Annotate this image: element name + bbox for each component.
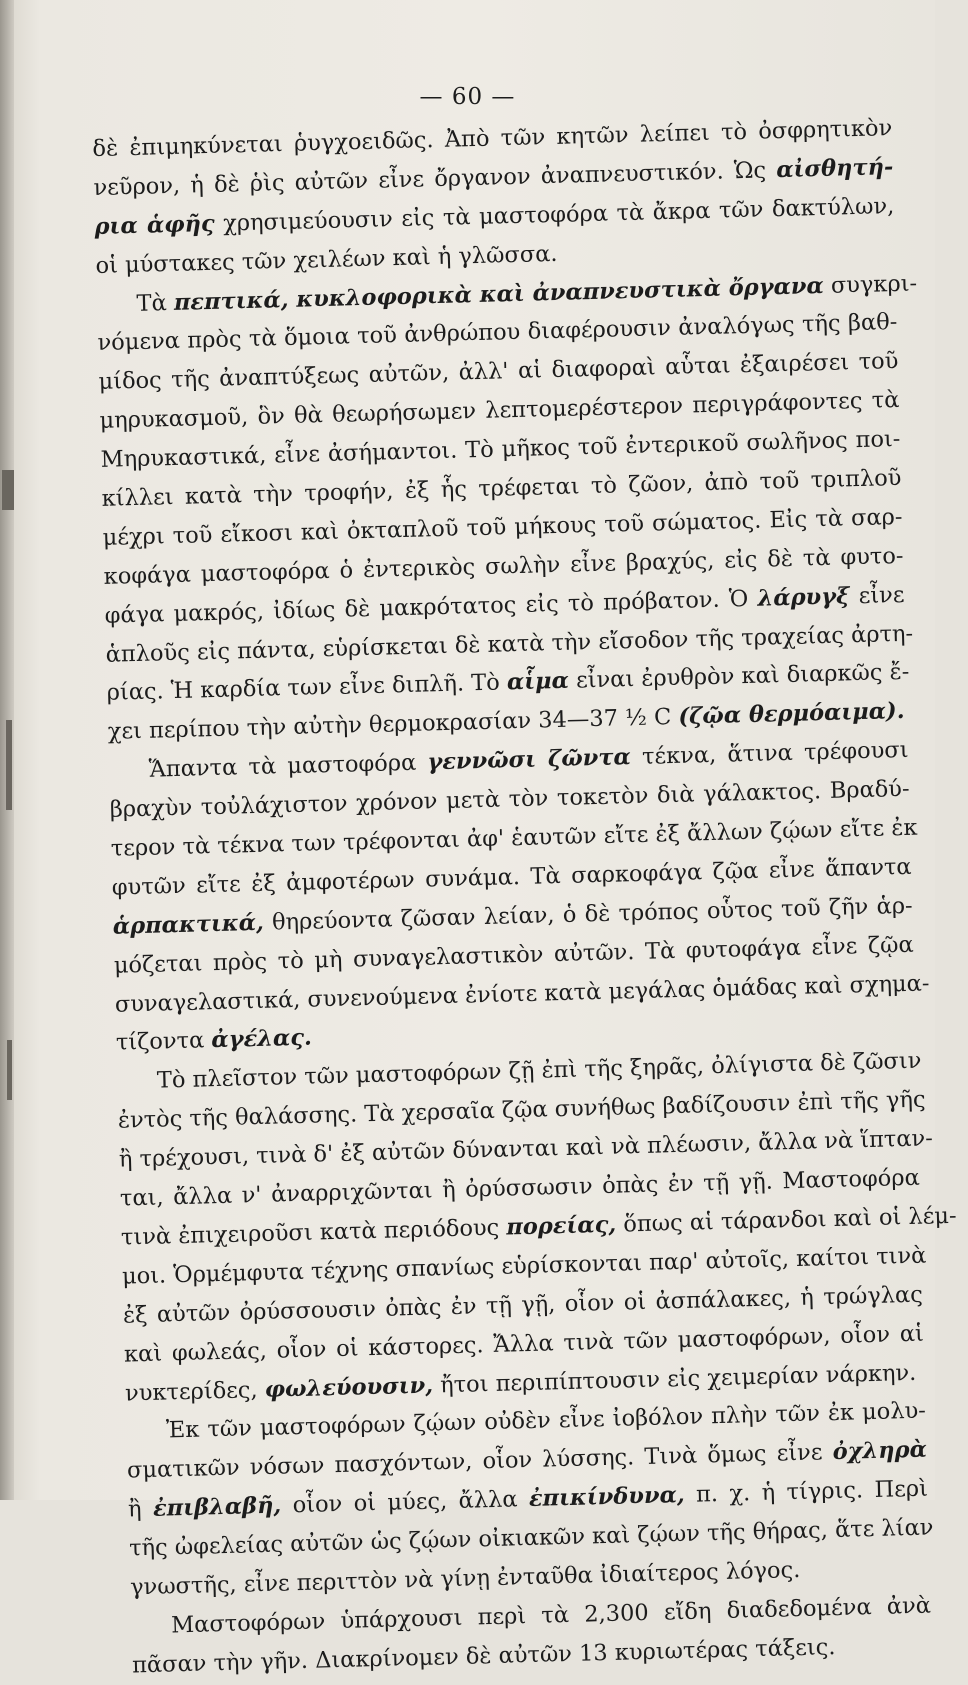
text-run: μοι. Ὁρμέμφυτα τέχνης σπανίως εὑρίσκονται παρ' αὐτοῖς, καίτοι τινὰ bbox=[121, 1242, 927, 1290]
emphasized-term: ἁρπακτικά, bbox=[112, 909, 265, 940]
text-run: π. χ. ἡ τίγρις. Περὶ bbox=[684, 1475, 929, 1509]
emphasized-term: αἷμα bbox=[506, 668, 570, 696]
edge-mark bbox=[2, 470, 14, 510]
text-run: γνωστῆς, εἶνε περιττὸν νὰ γίνῃ ἐνταῦθα ἰδιαίτερος λόγος. bbox=[129, 1556, 801, 1601]
text-run: ται, ἄλλα ν' ἀναρριχῶνται ἢ ὀρύσσωσιν ὀπὰς ἐν τῇ γῇ. Μαστοφόρα bbox=[119, 1164, 921, 1212]
emphasized-term: φωλεύουσιν, bbox=[264, 1372, 434, 1403]
emphasized-term: λάρυγξ bbox=[757, 583, 850, 612]
text-run: τίζοντα bbox=[115, 1027, 212, 1057]
edge-mark bbox=[6, 720, 12, 810]
text-run: Τὰ bbox=[136, 289, 175, 317]
emphasized-term: ἀγέλας. bbox=[211, 1025, 313, 1054]
text-run: οἷον οἱ μύες, ἄλλα bbox=[280, 1486, 530, 1519]
text-run: κοφάγα μαστοφόρα ὁ ἐντερικὸς σωλὴν εἶνε βραχύς, εἰς δὲ τὰ φυτο- bbox=[103, 542, 904, 590]
text-run: κίλλει κατὰ τὴν τροφήν, ἐξ ἧς τρέφεται τὸ ζῶον, ἀπὸ τοῦ τριπλοῦ bbox=[101, 464, 902, 512]
text-run: φυτῶν εἴτε ἐξ ἀμφοτέρων συνάμα. Τὰ σαρκοφάγα ζῷα εἶνε ἅπαντα bbox=[111, 853, 912, 901]
text-run: Μηρυκαστικά, εἶνε ἀσήμαντοι. Τὸ μῆκος τοῦ ἐντερικοῦ σωλῆνος ποι- bbox=[100, 426, 901, 474]
text-run: συναγελαστικά, συνενούμενα ἐνίοτε κατὰ μεγάλας ὁμάδας καὶ σχημα- bbox=[114, 969, 930, 1018]
text-run: εἶνε bbox=[849, 581, 905, 610]
text-run: οἱ μύστακες τῶν χειλέων καὶ ἡ γλῶσσα. bbox=[95, 240, 558, 279]
emphasized-term: πορείας, bbox=[506, 1211, 617, 1241]
emphasized-term: πεπτικά, κυκλοφορικὰ καὶ ἀναπνευστικὰ ὄργανα bbox=[173, 272, 825, 316]
body-text bbox=[92, 109, 957, 1685]
text-run: ἢ bbox=[127, 1496, 154, 1523]
page-binding-edge bbox=[0, 0, 14, 1500]
text-run: συγκρι- bbox=[823, 270, 918, 299]
text-run: μίδος τῆς ἀναπτύξεως αὐτῶν, ἀλλ' αἱ διαφοραὶ αὗται ἐξαιρέσει τοῦ bbox=[98, 348, 899, 396]
emphasized-term: ὀχληρὰ bbox=[832, 1436, 928, 1466]
text-run: Ἐκ τῶν μαστοφόρων ζῴων οὐδὲν εἶνε ἰοβόλον πλὴν τῶν ἐκ μολυ- bbox=[165, 1398, 927, 1444]
emphasized-term: (ζῷα θερμόαιμα). bbox=[678, 698, 905, 731]
emphasized-term: γεννῶσι ζῶντα bbox=[427, 744, 632, 776]
text-run: νυκτερίδες, bbox=[124, 1376, 266, 1407]
text-run: ἁπλοῦς εἰς πάντα, εὑρίσκεται δὲ κατὰ τὴν εἴσοδον τῆς τραχείας ἀρτη- bbox=[105, 620, 914, 668]
emphasized-term: αἰσθητή- bbox=[775, 153, 894, 183]
text-run: τῆς ὠφελείας αὐτῶν ὡς ζῴων οἰκιακῶν καὶ ζῴων τῆς θήρας, ἅτε λίαν bbox=[128, 1514, 934, 1562]
emphasized-term: ἐπιβλαβῆ, bbox=[152, 1492, 282, 1523]
text-run: Ἅπαντα τὰ μαστοφόρα bbox=[148, 749, 428, 783]
edge-mark bbox=[7, 1040, 12, 1100]
text-run: χει περίπου τὴν αὐτὴν θερμοκρασίαν 34—37 ½ C bbox=[107, 704, 679, 746]
text-run: ἤτοι περιπίπτουσιν εἰς χειμερίαν νάρκην. bbox=[432, 1359, 917, 1398]
text-run: ἐντὸς τῆς θαλάσσης. Τὰ χερσαῖα ζῷα συνήθως βαδίζουσιν ἐπὶ τῆς γῆς bbox=[117, 1086, 926, 1134]
text-run: φάγα μακρός, ἰδίως δὲ μακρότατος εἰς τὸ πρόβατον. Ὁ bbox=[104, 585, 758, 629]
text-run: δὲ ἐπιμηκύνεται ῥυγχοειδῶς. Ἀπὸ τῶν κητῶν λείπει τὸ ὀσφρητικὸν bbox=[92, 115, 893, 162]
text-run: τέκνα, ἅτινα τρέφουσι bbox=[630, 737, 909, 771]
text-run: νεῦρον, ἡ δὲ ῥὶς αὐτῶν εἶνε ὄργανον ἀναπνευστικόν. Ὡς bbox=[93, 156, 777, 201]
text-run: εἶναι ἐρυθρὸν καὶ διαρκῶς ἔ- bbox=[568, 659, 910, 695]
emphasized-term: ρια ἁφῆς bbox=[94, 210, 215, 240]
text-run: ἢ τρέχουσι, τινὰ δ' ἐξ αὐτῶν δύνανται καὶ νὰ πλέωσιν, ἄλλα νὰ ἵπταν- bbox=[118, 1125, 934, 1173]
text-run: ὅπως αἱ τάρανδοι καὶ οἱ λέμ- bbox=[615, 1202, 957, 1238]
text-run: καὶ φωλεάς, οἷον οἱ κάστορες. Ἄλλα τινὰ τῶν μαστοφόρων, οἷον αἱ bbox=[123, 1320, 925, 1368]
page-number: — 60 — bbox=[419, 84, 516, 110]
text-run: βραχὺν τοὐλάχιστον χρόνον μετὰ τὸν τοκετὸν διὰ γάλακτος. Βραδύ- bbox=[109, 775, 910, 823]
emphasized-term: ἐπικίνδυνα, bbox=[528, 1482, 685, 1513]
text-run: νόμενα πρὸς τὰ ὅμοια τοῦ ἀνθρώπου διαφέρουσιν ἀναλόγως τῆς βαθ- bbox=[97, 309, 898, 357]
text-run: τινὰ ἐπιχειροῦσι κατὰ περιόδους bbox=[120, 1214, 507, 1251]
text-run: πᾶσαν τὴν γῆν. Διακρίνομεν δὲ αὐτῶν 13 κυριωτέρας τάξεις. bbox=[131, 1633, 836, 1679]
text-run: Τὸ πλεῖστον τῶν μαστοφόρων ζῇ ἐπὶ τῆς ξηρᾶς, ὀλίγιστα δὲ ζῶσιν bbox=[156, 1047, 922, 1094]
text-run: μέχρι τοῦ εἴκοσι καὶ ὀκταπλοῦ τοῦ μήκους τοῦ σώματος. Εἰς τὰ σαρ- bbox=[102, 503, 903, 551]
text-run: τερον τὰ τέκνα των τρέφονται ἀφ' ἑαυτῶν εἴτε ἐξ ἄλλων ζῴων εἴτε ἐκ bbox=[110, 814, 918, 862]
text-run: Μαστοφόρων ὑπάρχουσι περὶ τὰ 2,300 εἴδη διαδεδομένα ἀνὰ bbox=[170, 1592, 932, 1639]
text-run: μόζεται πρὸς τὸ μὴ συναγελαστικὸν αὐτῶν. Τὰ φυτοφάγα εἶνε ζῷα bbox=[113, 931, 914, 979]
text-run: σματικῶν νόσων πασχόντων, οἷον λύσσης. Τινὰ ὅμως εἶνε bbox=[126, 1439, 833, 1484]
text-run: χρησιμεύουσιν εἰς τὰ μαστοφόρα τὰ ἄκρα τῶν δακτύλων, bbox=[214, 192, 895, 237]
text-run: ρίας. Ἡ καρδία των εἶνε διπλῆ. Τὸ bbox=[106, 669, 508, 707]
text-run: θηρεύοντα ζῶσαν λείαν, ὁ δὲ τρόπος οὗτος τοῦ ζῆν ἁρ- bbox=[263, 892, 913, 936]
text-run: ἐξ αὐτῶν ὀρύσσουσιν ὀπὰς ἐν τῇ γῇ, οἷον οἱ ἀσπάλακες, ἡ τρώγλας bbox=[122, 1281, 924, 1329]
text-run: μηρυκασμοῦ, ὃν θὰ θεωρήσωμεν λεπτομερέστερον περιγράφοντες τὰ bbox=[99, 387, 900, 435]
